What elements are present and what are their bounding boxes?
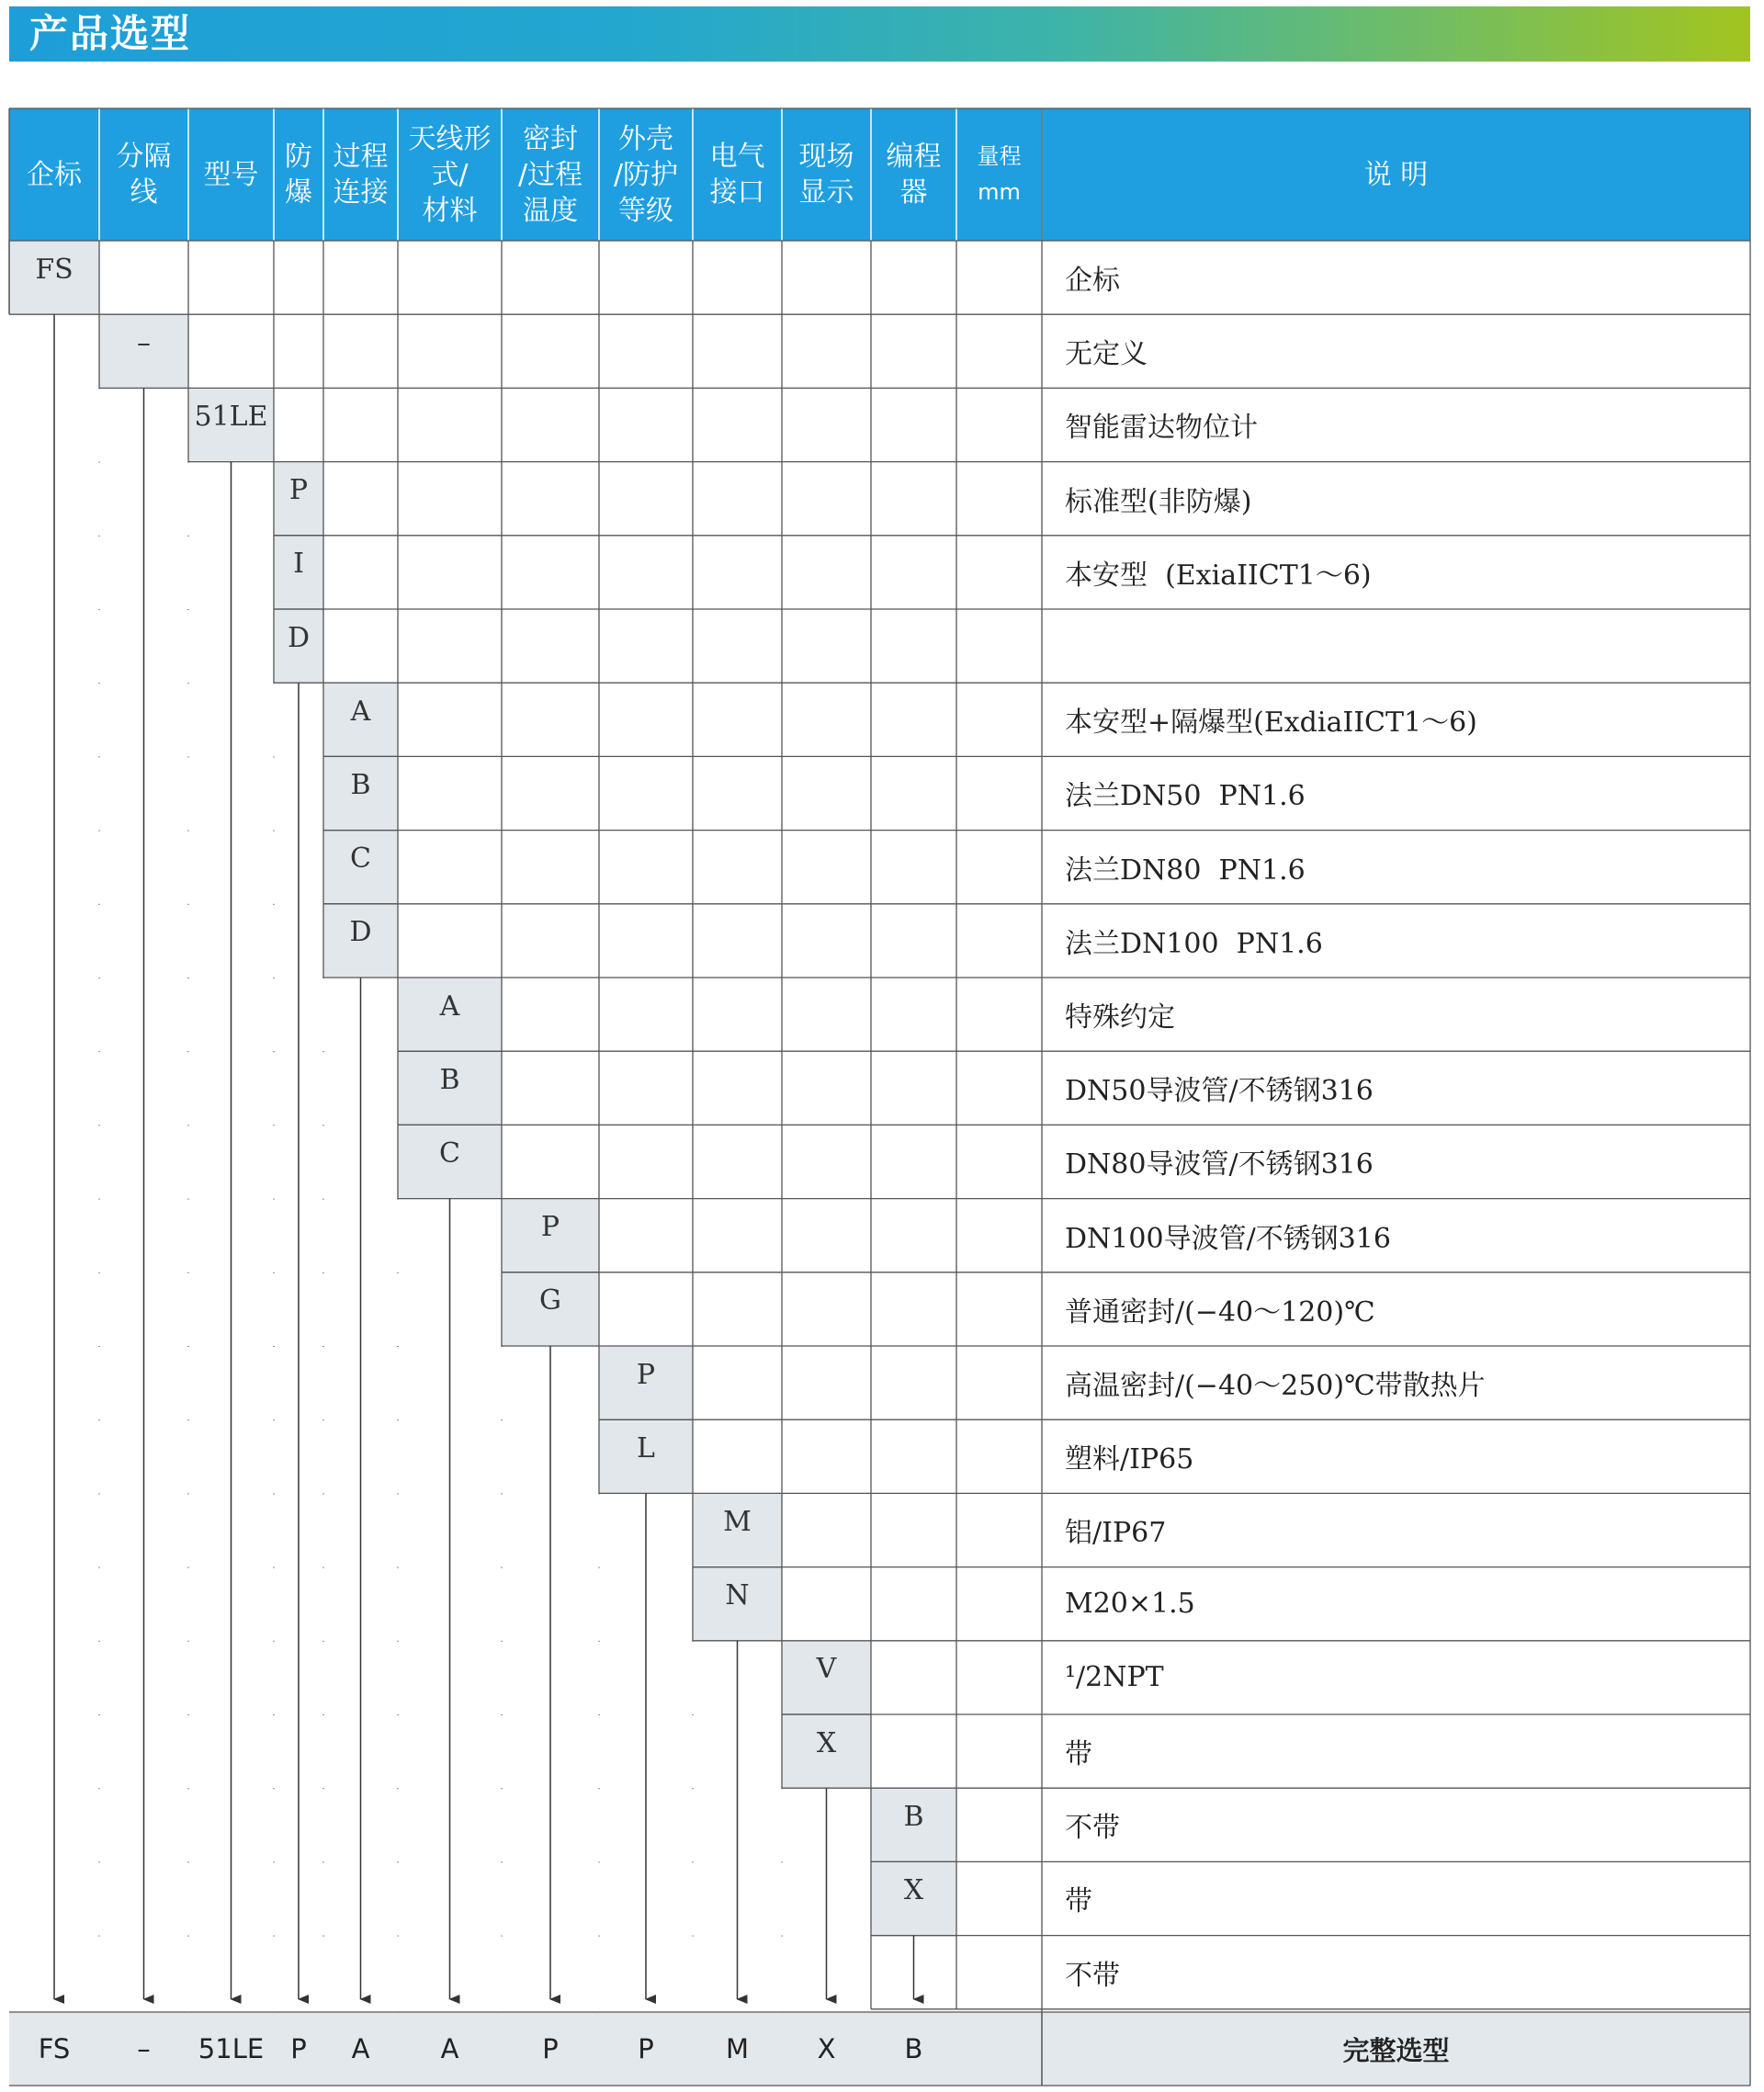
blank-region — [7, 463, 273, 536]
footer-code: A — [351, 2033, 370, 2064]
blank-region — [7, 978, 397, 1051]
option-code: FS — [35, 253, 74, 286]
footer-code: P — [290, 2033, 307, 2064]
option-description: 带 — [1065, 1738, 1092, 1771]
blank-region — [7, 1273, 501, 1346]
blank-region — [7, 315, 98, 388]
blank-region — [7, 1200, 501, 1272]
column-header: 电气 接口 — [709, 141, 765, 209]
blank-region — [7, 1789, 870, 1861]
option-description: 无定义 — [1065, 338, 1148, 371]
column-header: 过程 连接 — [333, 141, 389, 209]
footer-code: M — [725, 2033, 750, 2064]
option-description: 本安型 (ExiaIICT1～6) — [1065, 559, 1372, 592]
option-code: M — [723, 1505, 752, 1538]
blank-region — [7, 1494, 692, 1566]
footer-label: 完整选型 — [1342, 2034, 1450, 2066]
option-description: 法兰DN50 PN1.6 — [1065, 780, 1306, 813]
column-header: 型号 — [203, 158, 259, 191]
option-code: V — [816, 1653, 837, 1686]
blank-region — [7, 1420, 598, 1493]
option-description — [1065, 609, 1746, 683]
footer-code: A — [440, 2033, 459, 2064]
option-description: 塑料/IP65 — [1065, 1443, 1194, 1476]
option-code: – — [137, 326, 151, 359]
blank-region — [7, 1862, 870, 1935]
option-code: I — [293, 548, 304, 581]
option-description: 智能雷达物位计 — [1065, 412, 1258, 445]
column-header: 量程 mm — [977, 143, 1022, 205]
column-header: 防 爆 — [285, 141, 312, 209]
footer-code: – — [137, 2033, 151, 2064]
option-description: 企标 — [1065, 265, 1120, 298]
option-code: A — [439, 989, 460, 1023]
footer-code: FS — [38, 2033, 71, 2064]
option-code: D — [287, 621, 311, 654]
option-description: DN50导波管/不锈钢316 — [1065, 1075, 1374, 1108]
column-header: 现场 显示 — [798, 141, 854, 209]
option-code: B — [350, 768, 371, 801]
description-header: 说 明 — [1363, 158, 1429, 191]
column-header: 编程 器 — [886, 141, 942, 209]
option-description: ¹/2NPT — [1065, 1661, 1164, 1694]
option-description: DN80导波管/不锈钢316 — [1065, 1148, 1374, 1182]
option-code: C — [350, 842, 371, 876]
option-description: 法兰DN100 PN1.6 — [1065, 927, 1323, 960]
blank-region — [7, 389, 187, 461]
option-description: 带 — [1065, 1885, 1092, 1918]
column-header: 企标 — [27, 158, 82, 191]
blank-region — [7, 537, 273, 609]
option-description: 特殊约定 — [1065, 1001, 1175, 1035]
blank-region — [7, 1568, 692, 1641]
footer-code: B — [904, 2033, 923, 2064]
option-code: P — [636, 1358, 656, 1391]
option-description: 高温密封/(−40～250)℃带散热片 — [1065, 1370, 1486, 1403]
footer-code: X — [817, 2033, 836, 2064]
column-header: 天线形 式/ 材料 — [408, 122, 492, 227]
option-code: X — [816, 1726, 837, 1759]
option-description: 不带 — [1065, 1959, 1120, 1992]
column-header: 外壳 /防护 等级 — [613, 122, 679, 227]
footer-code: P — [638, 2033, 654, 2064]
footer-code: P — [542, 2033, 559, 2064]
option-code: P — [540, 1211, 560, 1244]
page-title: 产品选型 — [29, 11, 192, 56]
option-description: 本安型+隔爆型(ExdiaIICT1～6) — [1065, 707, 1477, 740]
option-code: X — [903, 1873, 924, 1906]
option-code: B — [439, 1063, 460, 1096]
option-description: 标准型(非防爆) — [1065, 485, 1252, 518]
option-description: 普通密封/(−40～120)℃ — [1065, 1295, 1375, 1329]
option-code: L — [637, 1431, 655, 1464]
blank-region — [7, 1052, 397, 1125]
blank-region — [7, 1125, 397, 1198]
option-code: D — [349, 916, 372, 949]
option-description: M20×1.5 — [1065, 1588, 1195, 1621]
option-description: 不带 — [1065, 1812, 1120, 1845]
option-code: C — [439, 1136, 460, 1170]
option-code: N — [725, 1579, 750, 1612]
footer-code: 51LE — [198, 2033, 265, 2064]
option-description: 铝/IP67 — [1065, 1517, 1167, 1550]
option-code: A — [350, 695, 371, 728]
option-code: P — [288, 474, 309, 507]
option-code: 51LE — [194, 400, 268, 433]
column-header: 密封 /过程 温度 — [517, 122, 583, 227]
option-code: G — [539, 1284, 561, 1317]
option-code: B — [903, 1800, 924, 1833]
blank-region — [7, 610, 273, 683]
blank-region — [7, 1347, 598, 1419]
blank-region — [7, 1642, 781, 1714]
option-description: DN100导波管/不锈钢316 — [1065, 1222, 1391, 1255]
option-description: 法兰DN80 PN1.6 — [1065, 854, 1306, 887]
blank-region — [7, 1715, 781, 1788]
blank-region — [7, 1937, 870, 2009]
column-header: 分隔 线 — [116, 141, 172, 209]
